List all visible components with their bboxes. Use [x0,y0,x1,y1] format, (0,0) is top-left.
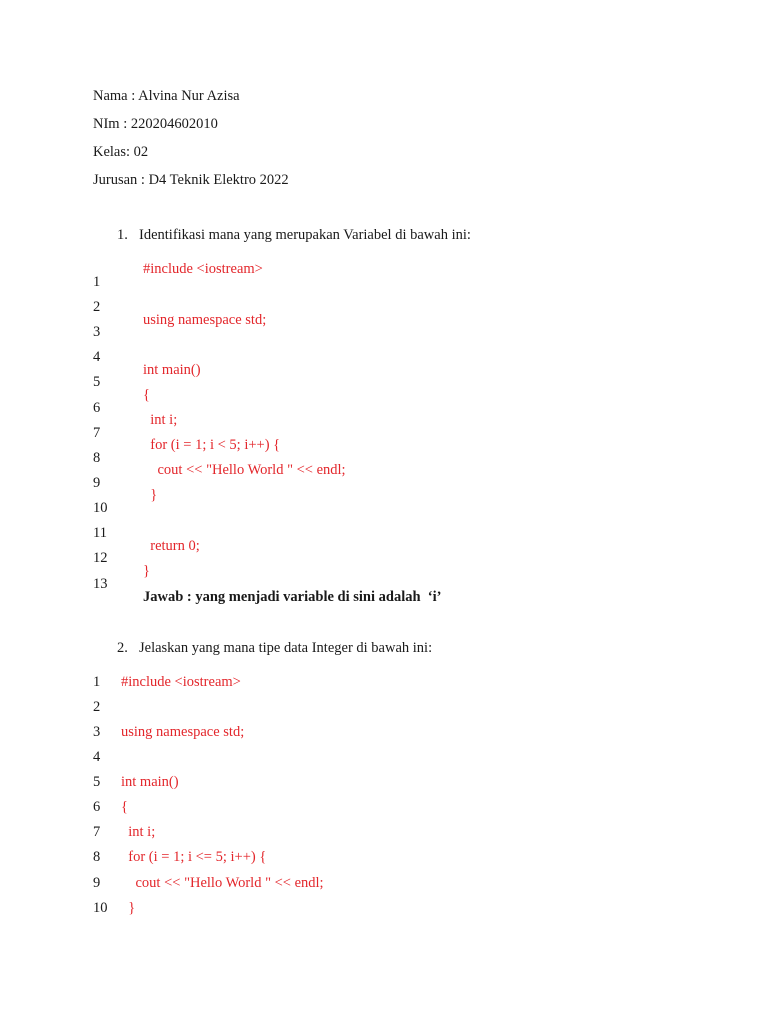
q1-line-number: 5 [93,374,101,390]
student-major: Jurusan : D4 Teknik Elektro 2022 [93,172,289,188]
q2-line-number: 8 [93,849,101,865]
q1-code-line: #include <iostream> [143,261,263,277]
q1-code-line: { [143,387,150,403]
student-name: Nama : Alvina Nur Azisa [93,88,240,104]
q1-code-line: return 0; [143,538,200,554]
q1-code-line: cout << "Hello World " << endl; [143,462,346,478]
q2-code-line: int main() [121,774,179,790]
q2-line-number: 3 [93,724,101,740]
q1-line-number: 6 [93,400,101,416]
q2-line-number: 2 [93,699,101,715]
q1-line-number: 12 [93,550,108,566]
q2-line-number: 10 [93,900,108,916]
q1-code-line: using namespace std; [143,312,267,328]
q2-code-line: for (i = 1; i <= 5; i++) { [121,849,267,865]
q1-line-number: 10 [93,500,108,516]
q2-line-number: 9 [93,875,101,891]
q1-code-line: for (i = 1; i < 5; i++) { [143,437,281,453]
q2-line-number: 5 [93,774,101,790]
q1-line-number: 8 [93,450,101,466]
q1-line-number: 4 [93,349,101,365]
q2-code-line: cout << "Hello World " << endl; [121,875,324,891]
student-nim: NIm : 220204602010 [93,116,218,132]
q1-code-line: } [143,563,150,579]
q2-code-line: } [121,900,136,916]
q2-code-line: { [121,799,128,815]
q1-line-number: 11 [93,525,107,541]
student-class: Kelas: 02 [93,144,149,160]
question-1-number: 1. [117,227,128,243]
q2-line-number: 1 [93,674,101,690]
q2-line-number: 4 [93,749,101,765]
q1-line-number: 7 [93,425,101,441]
q1-line-number: 13 [93,576,108,592]
q2-code-line: int i; [121,824,156,840]
q1-line-number: 1 [93,274,101,290]
question-1-answer: Jawab : yang menjadi variable di sini adalah ‘i’ [143,589,442,605]
q1-code-line: int main() [143,362,201,378]
q2-code-line: #include <iostream> [121,674,241,690]
q1-line-number: 3 [93,324,101,340]
question-2-number: 2. [117,640,128,656]
q2-line-number: 7 [93,824,101,840]
question-2-text: Jelaskan yang mana tipe data Integer di bawah ini: [139,640,433,656]
q2-code-line: using namespace std; [121,724,245,740]
q1-code-line: } [143,487,158,503]
q1-line-number: 9 [93,475,101,491]
q1-code-line: int i; [143,412,178,428]
question-1-text: Identifikasi mana yang merupakan Variabel di bawah ini: [139,227,471,243]
q1-line-number: 2 [93,299,101,315]
q2-line-number: 6 [93,799,101,815]
